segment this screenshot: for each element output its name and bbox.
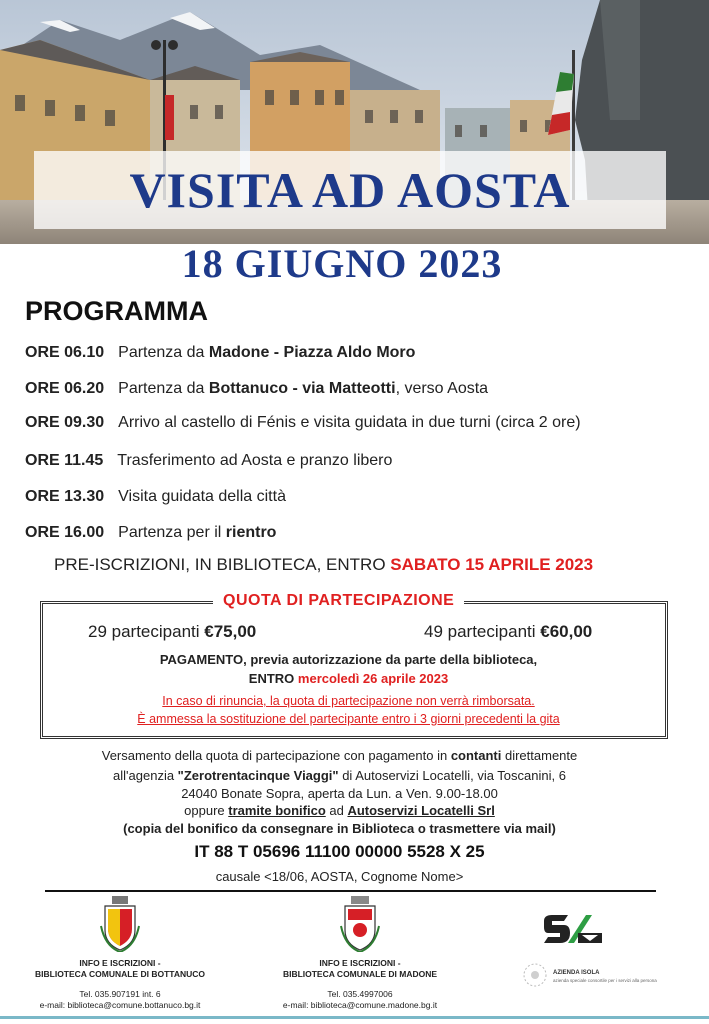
- versamento-l2a: all'agenzia: [113, 768, 178, 783]
- event-date: 18 GIUGNO 2023: [181, 241, 503, 286]
- payment-line2: [0, 671, 703, 686]
- versamento-line3: 24040 Bonate Sopra, aperta da Lun. a Ven. 9.00-18.00: [181, 786, 498, 801]
- schedule-text: Madone - Piazza Aldo Moro: [208, 344, 416, 361]
- pre-iscrizioni-text: PRE-ISCRIZIONI, IN BIBLIOTECA, ENTRO: [54, 555, 391, 574]
- title-band: [34, 151, 666, 229]
- schedule-item: [25, 344, 415, 362]
- schedule-item: [25, 452, 392, 470]
- schedule-item: [25, 380, 488, 398]
- footer-divider: [45, 890, 656, 892]
- payment-line2-prefix: ENTRO: [248, 671, 298, 686]
- price-49-value: €60,00: [540, 622, 593, 641]
- schedule-time: ORE 16.00: [25, 524, 105, 541]
- schedule-text: Trasferimento ad Aosta e pranzo libero: [117, 452, 393, 469]
- pre-iscrizioni-notice: [54, 555, 593, 575]
- substitution-warning: È ammessa la sostituzione del partecipante entro i 3 giorni precedenti la gita: [137, 712, 560, 726]
- azienda-isola-subtitle: azienda speciale consortile per i servizi alla persona: [553, 978, 657, 983]
- schedule-time: ORE 06.20: [25, 380, 105, 397]
- price-49-label: 49 partecipanti: [424, 622, 541, 641]
- versamento-l1a: Versamento della quota di partecipazione con pagamento in: [101, 748, 451, 763]
- schedule-text: , verso Aosta: [395, 380, 489, 397]
- schedule-text: rientro: [225, 524, 277, 541]
- schedule-item: [25, 488, 286, 506]
- price-29: [88, 622, 256, 642]
- footer-middle-t1: INFO E ISCRIZIONI -: [319, 958, 401, 968]
- versamento-line1: [0, 748, 694, 763]
- schedule-text: Visita guidata della città: [118, 488, 286, 505]
- schedule-text: Partenza per il: [118, 524, 226, 541]
- versamento-line4: [0, 803, 694, 818]
- azienda-isola-logo-icon: [520, 960, 550, 990]
- bottom-accent-line: [0, 1016, 709, 1019]
- pre-iscrizioni-deadline: SABATO 15 APRILE 2023: [390, 555, 594, 574]
- schedule-item: [25, 524, 276, 542]
- azienda-isola-label: AZIENDA ISOLA: [553, 970, 600, 976]
- versamento-l1c: direttamente: [501, 748, 578, 763]
- refund-warning: In caso di rinuncia, la quota di partecipazione non verrà rimborsata.: [162, 694, 535, 708]
- schedule-time: ORE 09.30: [25, 414, 105, 431]
- price-49: [424, 622, 592, 642]
- footer-left-t2: BIBLIOTECA COMUNALE DI BOTTANUCO: [35, 969, 205, 980]
- causale: causale <18/06, AOSTA, Cognome Nome>: [215, 869, 464, 884]
- versamento-l4d: Autoservizi Locatelli Srl: [347, 803, 495, 818]
- footer-left-tel: Tel. 035.907191 int. 6: [79, 988, 161, 999]
- schedule-time: ORE 11.45: [25, 452, 104, 469]
- quota-title: QUOTA DI PARTECIPAZIONE: [213, 592, 464, 610]
- payment-line1: PAGAMENTO, previa autorizzazione da parte della biblioteca,: [159, 652, 538, 667]
- schedule-text: Arrivo al castello di Fénis e visita guidata in due turni (circa 2 ore): [118, 414, 581, 431]
- versamento-line2: [0, 768, 694, 783]
- programma-heading: PROGRAMMA: [25, 296, 208, 326]
- footer-left-t1: INFO E ISCRIZIONI -: [79, 958, 161, 968]
- bottanuco-crest-icon: [99, 896, 141, 952]
- versamento-l2c: di Autoservizi Locatelli, via Toscanini, 6: [338, 768, 566, 783]
- schedule-time: ORE 13.30: [25, 488, 105, 505]
- schedule-text: Bottanuco - via Matteotti: [208, 380, 396, 397]
- versamento-l4b: tramite bonifico: [228, 803, 326, 818]
- payment-deadline: mercoledì 26 aprile 2023: [297, 671, 449, 686]
- schedule-text: Partenza da: [118, 380, 209, 397]
- event-title: VISITA AD AOSTA: [129, 162, 571, 218]
- price-29-label: 29 partecipanti: [88, 622, 205, 641]
- versamento-l4a: oppure: [184, 803, 229, 818]
- price-29-value: €75,00: [204, 622, 257, 641]
- sd-logo-icon: [542, 913, 604, 947]
- footer-madone: [270, 896, 450, 1012]
- footer-middle-t2: BIBLIOTECA COMUNALE DI MADONE: [282, 969, 438, 980]
- footer-middle-email[interactable]: e-mail: biblioteca@comune.madone.bg.it: [282, 1000, 438, 1011]
- versamento-line5: (copia del bonifico da consegnare in Biblioteca o trasmettere via mail): [123, 821, 556, 836]
- schedule-text: Partenza da: [118, 344, 209, 361]
- madone-crest-icon: [339, 896, 381, 952]
- schedule-item: [25, 414, 581, 432]
- footer-bottanuco: [30, 896, 210, 1012]
- versamento-l1b: contanti: [450, 748, 502, 763]
- versamento-l4c: ad: [325, 803, 348, 818]
- iban: IT 88 T 05696 11100 00000 5528 X 25: [194, 842, 485, 861]
- schedule-time: ORE 06.10: [25, 344, 105, 361]
- footer-left-email[interactable]: e-mail: biblioteca@comune.bottanuco.bg.it: [39, 1000, 201, 1011]
- versamento-l2b: "Zerotrentacinque Viaggi": [177, 768, 339, 783]
- hero-photo: [0, 0, 709, 244]
- footer-middle-tel: Tel. 035.4997006: [327, 988, 393, 999]
